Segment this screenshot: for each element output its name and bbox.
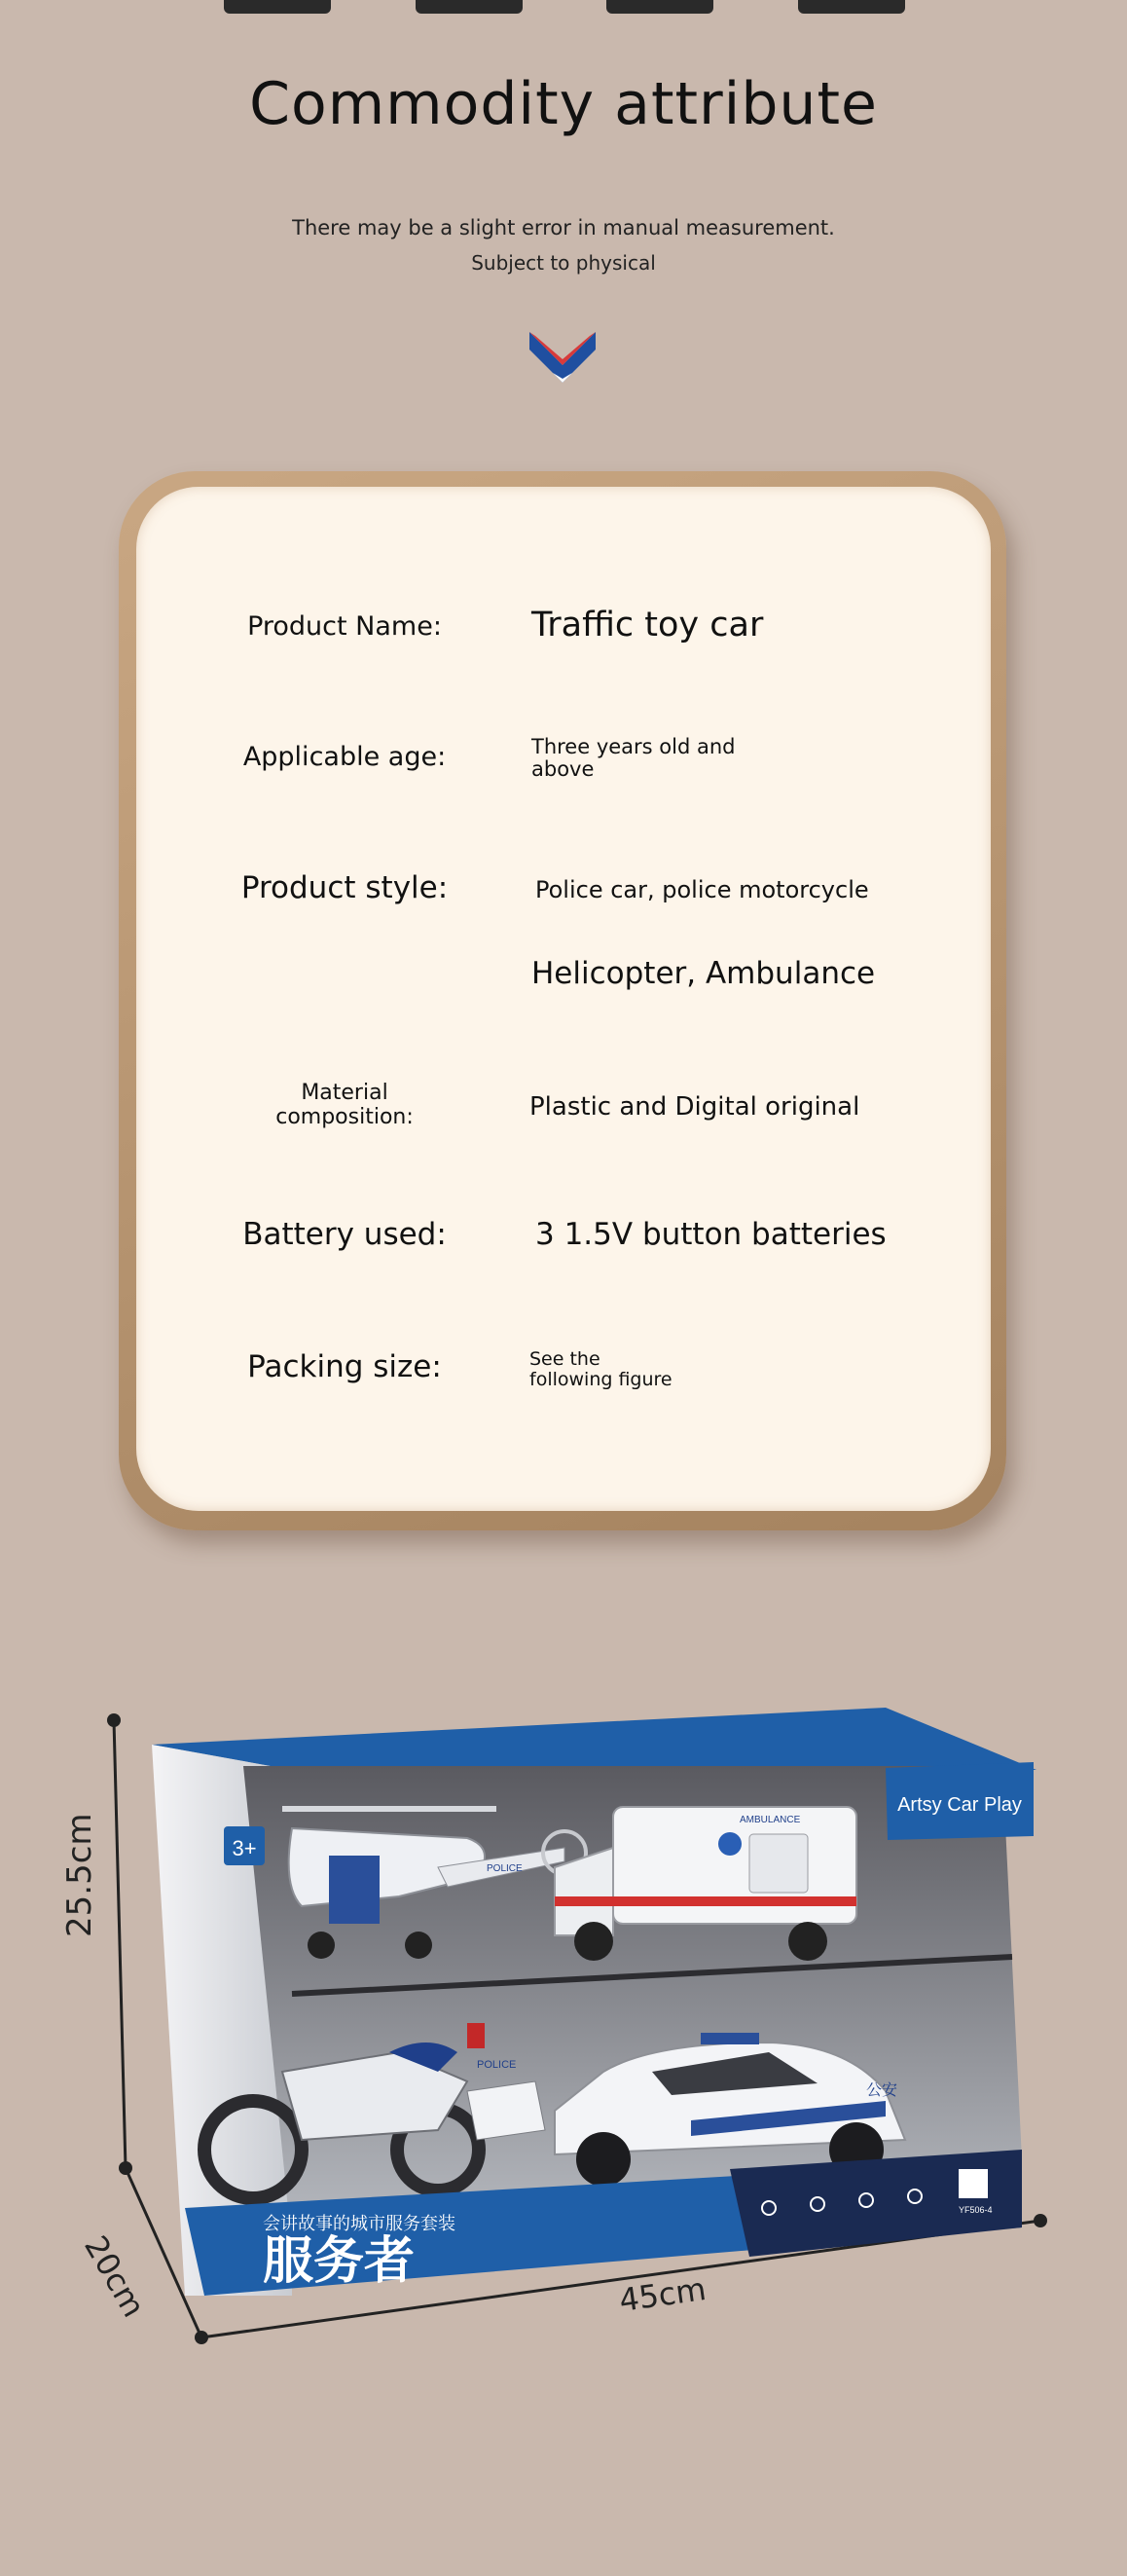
value-material: Plastic and Digital original bbox=[529, 1092, 860, 1122]
svg-text:POLICE: POLICE bbox=[487, 1863, 523, 1874]
note-line-2: Subject to physical bbox=[471, 251, 656, 275]
value-product-name: Traffic toy car bbox=[531, 606, 764, 644]
top-banner-fragment bbox=[224, 0, 905, 21]
note-line-1: There may be a slight error in manual measurement. bbox=[292, 216, 835, 239]
value-packing-line-2: following figure bbox=[529, 1369, 673, 1390]
value-applicable-age bbox=[531, 736, 736, 781]
value-age-line-1: Three years old and bbox=[531, 735, 736, 758]
label-battery: Battery used: bbox=[242, 1217, 447, 1252]
svg-text:AMBULANCE: AMBULANCE bbox=[740, 1815, 801, 1825]
label-product-name: Product Name: bbox=[247, 611, 442, 642]
toy-box-illustration bbox=[146, 1702, 1041, 2305]
value-age-line-2: above bbox=[531, 757, 595, 781]
value-product-style-2: Helicopter, Ambulance bbox=[531, 956, 876, 991]
chevron-down-icon bbox=[527, 326, 598, 390]
dimension-depth: 20cm bbox=[77, 2229, 153, 2324]
banner-glyph bbox=[416, 0, 523, 14]
value-product-style: Police car, police motorcycle bbox=[535, 876, 869, 903]
value-packing-line-1: See the bbox=[529, 1348, 600, 1370]
label-packing-size: Packing size: bbox=[247, 1349, 442, 1384]
dimension-width: 45cm bbox=[616, 2269, 709, 2320]
dimension-height: 25.5cm bbox=[60, 1813, 99, 1937]
label-material bbox=[199, 1081, 491, 1129]
measurement-note bbox=[0, 210, 1127, 280]
svg-text:公安: 公安 bbox=[866, 2080, 898, 2099]
value-battery: 3 1.5V button batteries bbox=[535, 1217, 887, 1252]
age-badge: 3+ bbox=[232, 1836, 257, 1860]
banner-glyph bbox=[606, 0, 713, 14]
box-subtitle: 会讲故事的城市服务套装 bbox=[263, 2214, 455, 2234]
box-brand-label: Artsy Car Play bbox=[897, 1794, 1022, 1816]
label-product-style: Product style: bbox=[240, 870, 449, 905]
svg-text:YF506-4: YF506-4 bbox=[959, 2205, 993, 2215]
svg-text:POLICE: POLICE bbox=[477, 2059, 517, 2071]
banner-glyph bbox=[798, 0, 905, 14]
label-material-line-2: composition: bbox=[275, 1105, 414, 1129]
value-packing-size bbox=[529, 1349, 673, 1390]
label-material-line-1: Material bbox=[301, 1081, 388, 1105]
banner-glyph bbox=[224, 0, 331, 14]
box-chinese-title: 服务者 bbox=[263, 2232, 416, 2291]
page-title: Commodity attribute bbox=[249, 70, 878, 138]
label-applicable-age: Applicable age: bbox=[242, 742, 447, 772]
